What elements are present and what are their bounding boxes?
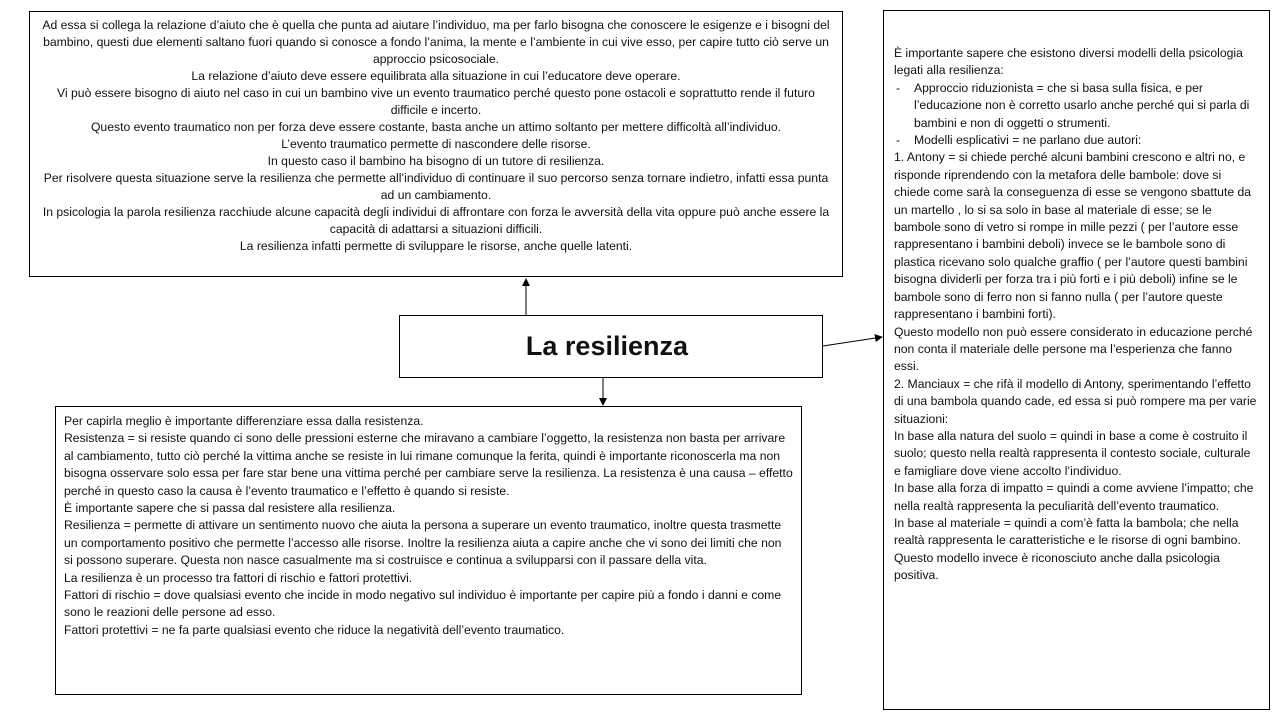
top-paragraph-9: La resilienza infatti permette di sviluppare le risorse, anche quelle latenti. — [239, 239, 633, 253]
dash-bullet: - — [896, 80, 901, 95]
bottom-paragraph-2: Resistenza = si resiste quando ci sono delle pressioni esterne che miravano a cambiare l’oggetto, la resistenza non basta per arrivare al cambiamento, tutto ciò perché la vittima anche se resiste in lui rimane comunque la ferita, quindi è importante riconoscerla ma non bisogna osservare solo essa per fare star bene una vittima perché per cambiare serve la resilienza. La resistenza è una causa – effetto perché in questo caso la causa è l’evento traumatico e l’effetto è quando si resiste. — [64, 431, 793, 498]
bottom-paragraph-7: Fattori protettivi = ne fa parte qualsiasi evento che riduce la negatività dell’evento traumatico. — [64, 622, 565, 637]
bottom-paragraph-1: Per capirla meglio è importante differenziare essa dalla resistenza. — [64, 414, 424, 428]
right-paragraph-2: Questo modello non può essere considerato in educazione perché non conta il materiale delle persone ma l’esperienza che fanno essi. — [894, 324, 1253, 374]
dash-bullet: - — [896, 133, 901, 148]
dash-item — [894, 132, 1259, 149]
right-text-box — [883, 10, 1270, 710]
top-paragraph-3: Vi può essere bisogno di aiuto nel caso in cui un bambino vive un evento traumatico perché questo pone ostacoli e soprattutto rende il futuro difficile e incerto. — [57, 86, 815, 117]
center-title: La resilienza — [525, 331, 688, 361]
right-paragraph-4: In base alla natura del suolo = quindi in base a come è costruito il suolo; questo nella realtà rappresenta il contesto sociale, culturale e famigliare dove viene accolto l’individuo. — [894, 428, 1251, 478]
top-paragraph-4: Questo evento traumatico non per forza deve essere costante, basta anche un attimo soltanto per mettere difficoltà all’individuo. — [90, 120, 782, 134]
dash-item-text: Approccio riduzionista = che si basa sulla fisica, e per l’educazione non è corretto usarlo anche perché qui si parla di bambini e non di oggetti o strumenti. — [914, 80, 1250, 130]
dash-item — [894, 80, 1259, 132]
dash-item-text: Modelli esplicativi = ne parlano due autori: — [914, 133, 1142, 148]
top-text-box — [29, 11, 843, 277]
bottom-paragraph-5: La resilienza è un processo tra fattori di rischio e fattori protettivi. — [64, 570, 413, 585]
arrow-to-right-box — [823, 337, 882, 346]
right-intro: È importante sapere che esistono diversi modelli della psicologia legati alla resilienza: — [894, 46, 1243, 78]
right-paragraph-7: Questo modello invece è riconosciuto anche dalla psicologia positiva. — [894, 550, 1220, 583]
top-paragraph-7: Per risolvere questa situazione serve la resilienza che permette all’individuo di continuare il suo percorso senza tornare indietro, infatti essa punta ad un cambiamento. — [43, 171, 829, 202]
bottom-paragraph-4: Resilienza = permette di attivare un sentimento nuovo che aiuta la persona a superare un evento traumatico, inoltre questa trasmette un comportamento positivo che permette l’accesso alle risorse. Inoltre la resilienza aiuta a capire anche che vi sono dei limiti che non si possono superare. Questa non nasce casualmente ma si costruisce e continua a svilupparsi con il passare della vita. — [64, 518, 782, 568]
bottom-text-box — [55, 406, 802, 695]
right-paragraph-5: In base alla forza di impatto = quindi a come avviene l’impatto; che nella realtà rappresenta la peculiarità dell’evento traumatico. — [894, 481, 1254, 513]
right-paragraph-1: 1. Antony = si chiede perché alcuni bambini crescono e altri no, e risponde riprendendo con la metafora delle bambole: dove si chiede come sarà la conseguenza di esse se vengono sbattute da un martello , lo si sa solo in base al materiale di esse; se le bambole sono di vetro si rompe in mille pezzi ( per l’autore esse rappresentano i bambini deboli) invece se le bambole sono di plastica ricevano solo qualche graffio ( per l’autore questi bambini bisogna dividerli per forza tra i più forti e i più deboli) infine se le bambole sono di ferro non si fanno nulla ( per l’autore queste rappresentano i bambini forti). — [894, 150, 1252, 322]
top-paragraph-5: L’evento traumatico permette di nascondere delle risorse. — [281, 137, 591, 151]
right-paragraph-3: 2. Manciaux = che rifà il modello di Antony, sperimentando l’effetto di una bambola quando cade, ed essa si può rompere ma per varie situazioni: — [894, 376, 1257, 426]
center-title-box — [399, 315, 823, 378]
right-paragraph-6: In base al materiale = quindi a com’è fatta la bambola; che nella realtà rappresenta le caratteristiche e le risorse di ogni bambino. — [894, 515, 1241, 548]
top-paragraph-2: La relazione d’aiuto deve essere equilibrata alla situazione in cui l’educatore deve operare. — [191, 69, 681, 83]
top-paragraph-1: Ad essa si collega la relazione d’aiuto che è quella che punta ad aiutare l’individuo, ma per farlo bisogna che conoscere le esigenze e i bisogni del bambino, questi due elementi saltano fuori quando si conosce a fondo l’anima, la mente e l’ambiente in cui vive esso, per capire tutto ciò serve un approccio psicosociale. — [42, 18, 830, 66]
top-paragraph-6: In questo caso il bambino ha bisogno di un tutore di resilienza. — [267, 154, 605, 168]
top-paragraph-8: In psicologia la parola resilienza racchiude alcune capacità degli individui di affrontare con forza le avversità della vita oppure può anche essere la capacità di adattarsi a situazioni difficili. — [42, 205, 830, 236]
bottom-paragraph-3: È importante sapere che si passa dal resistere alla resilienza. — [64, 501, 396, 516]
bottom-paragraph-6: Fattori di rischio = dove qualsiasi evento che incide in modo negativo sul individuo è importante per capire più a fondo i danni e come sono le reazioni delle persone ad esso. — [64, 588, 782, 620]
